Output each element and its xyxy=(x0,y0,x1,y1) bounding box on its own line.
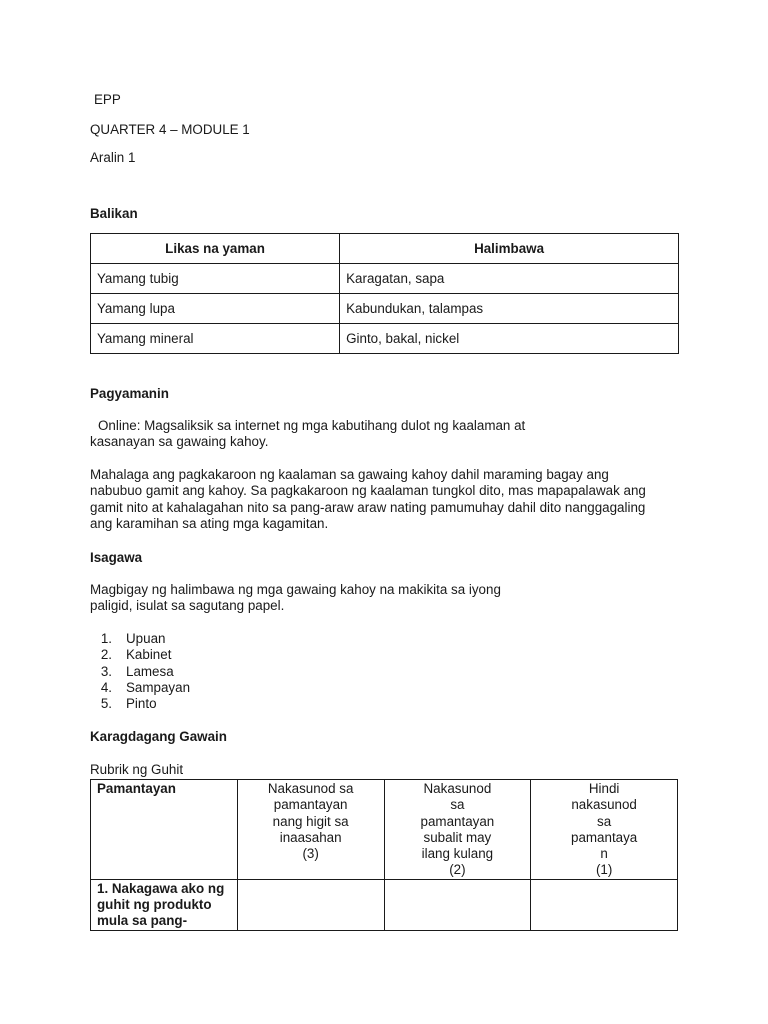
rubric-title: Rubrik ng Guhit xyxy=(90,762,184,777)
pagyamanin-paragraph xyxy=(90,467,646,532)
paragraph-line: gamit nito at kahalagahan nito sa pang-araw araw nating pamumuhay dahil dito nanggagaling xyxy=(90,499,646,515)
list-item: 2. Kabinet xyxy=(100,647,172,663)
rubric-header-score-2: Nakasunod sa pamantayan subalit may ilang kulang (2) xyxy=(384,780,531,880)
list-item: 3. Lamesa xyxy=(100,663,174,679)
rubric-cell xyxy=(237,879,384,930)
table-cell: Ginto, bakal, nickel xyxy=(340,324,679,354)
table-header-example: Halimbawa xyxy=(340,234,679,264)
list-item: 4. Sampayan xyxy=(100,679,191,695)
online-line: Online: Magsaliksik sa internet ng mga kabutihang dulot ng kaalaman at xyxy=(98,418,526,433)
rubric-cell xyxy=(531,879,678,930)
table-cell: Yamang tubig xyxy=(91,264,340,294)
table-row xyxy=(91,294,679,324)
natural-resources-table xyxy=(90,233,679,354)
example-list xyxy=(90,631,190,712)
rubric-row xyxy=(91,879,678,930)
table-cell: Karagatan, sapa xyxy=(340,264,679,294)
subject-label: EPP xyxy=(94,92,121,107)
karagdagang-heading: Karagdagang Gawain xyxy=(90,729,227,744)
rubric-table xyxy=(90,779,678,931)
rubric-header-score-1: Hindi nakasunod sa pamantaya n (1) xyxy=(531,780,678,880)
table-header-row xyxy=(91,234,679,264)
table-cell: Yamang lupa xyxy=(91,294,340,324)
table-cell: Yamang mineral xyxy=(91,324,340,354)
paragraph-line: nabubuo gamit ang kahoy. Sa pagkakaroon ng kaalaman tungkol dito, mas mapapalawak ang xyxy=(90,483,646,499)
lesson-label: Aralin 1 xyxy=(90,150,136,165)
paragraph-line: ang karamihan sa ating mga kagamitan. xyxy=(90,515,329,531)
paragraph-line: Mahalaga ang pagkakaroon ng kaalaman sa gawaing kahoy dahil maraming bagay ang xyxy=(90,467,609,482)
rubric-criterion-1: 1. Nakagawa ako ng guhit ng produkto mula sa pang- xyxy=(91,879,238,930)
balikan-heading: Balikan xyxy=(90,206,138,221)
list-item: 5. Pinto xyxy=(100,696,157,712)
isagawa-instruction xyxy=(90,582,501,615)
table-row xyxy=(91,324,679,354)
table-row xyxy=(91,264,679,294)
rubric-header-row xyxy=(91,780,678,880)
isagawa-heading: Isagawa xyxy=(90,550,143,565)
rubric-cell xyxy=(384,879,531,930)
instruction-line: paligid, isulat sa sagutang papel. xyxy=(90,598,285,614)
online-instruction xyxy=(90,418,525,451)
instruction-line: Magbigay ng halimbawa ng mga gawaing kahoy na makikita sa iyong xyxy=(90,582,501,597)
rubric-header-criteria: Pamantayan xyxy=(91,780,238,880)
pagyamanin-heading: Pagyamanin xyxy=(90,386,169,401)
rubric-header-score-3: Nakasunod sa pamantayan nang higit sa inaasahan (3) xyxy=(237,780,384,880)
quarter-module-label: QUARTER 4 – MODULE 1 xyxy=(90,122,250,137)
list-item: 1. Upuan xyxy=(100,631,166,646)
table-cell: Kabundukan, talampas xyxy=(340,294,679,324)
online-line: kasanayan sa gawaing kahoy. xyxy=(90,434,269,450)
table-header-resource: Likas na yaman xyxy=(91,234,340,264)
